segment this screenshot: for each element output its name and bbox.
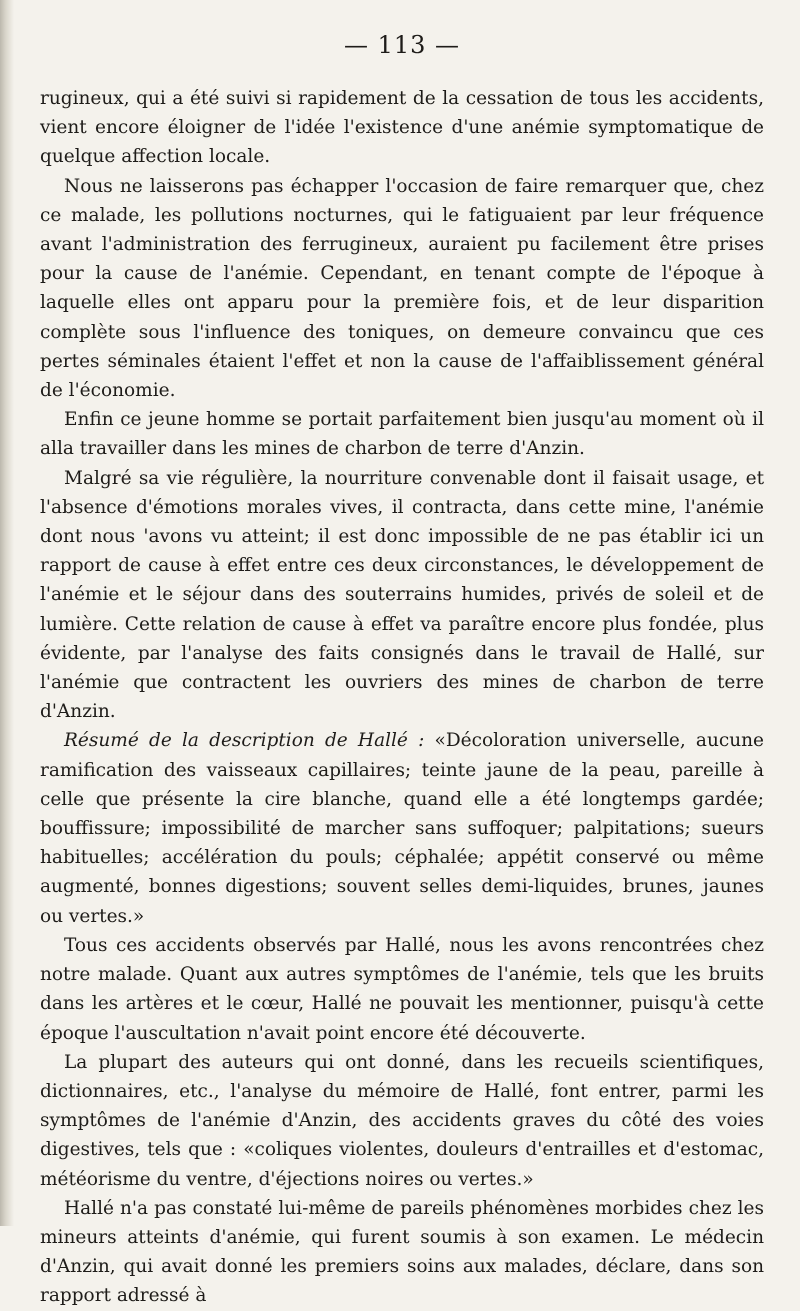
- paragraph-6: Tous ces accidents observés par Hallé, nous les avons rencontrées chez notre malade. Quant aux autres symptômes de l'anémie, tels que les bruits dans les artères et le cœur, Hallé ne pouvait les mentionner, puisqu'à cette époque l'auscultation n'avait point encore été découverte.: [40, 934, 764, 1044]
- paragraph-3: Enfin ce jeune homme se portait parfaitement bien jusqu'au moment où il alla travailler dans les mines de charbon de terre d'Anzin.: [40, 409, 764, 460]
- paragraph-2: Nous ne laisserons pas échapper l'occasion de faire remarquer que, chez ce malade, les pollutions nocturnes, qui le fatiguaient par leur fréquence avant l'administration des ferrugineux, auraient pu facilement être prises pour la cause de l'anémie. Cependant, en tenant compte de l'époque à laquelle elles ont apparu pour la première fois, et de leur disparition complète sous l'influence des toniques, on demeure convaincu que ces pertes séminales étaient l'effet et non la cause de l'affaiblissement général de l'économie.: [40, 175, 764, 402]
- paragraph-1: rugineux, qui a été suivi si rapidement de la cessation de tous les accidents, vient encore éloigner de l'idée l'existence d'une anémie symptomatique de quelque affection locale.: [40, 88, 764, 168]
- paragraph-5: [40, 726, 764, 930]
- page-number: — 113 —: [343, 31, 461, 59]
- paragraph-7: La plupart des auteurs qui ont donné, dans les recueils scientifiques, dictionnaires, etc., l'analyse du mémoire de Hallé, font entrer, parmi les symptômes de l'anémie d'Anzin, des accidents graves du côté des voies digestives, tels que : «coliques violentes, douleurs d'entrailles et d'estomac, météorisme du ventre, d'éjections noires ou vertes.»: [40, 1051, 764, 1190]
- book-page: [40, 30, 764, 1311]
- paragraph-8: Hallé n'a pas constaté lui-même de pareils phénomènes morbides chez les mineurs atteints d'anémie, qui furent soumis à son examen. Le médecin d'Anzin, qui avait donné les premiers soins aux malades, déclare, dans son rapport adressé à: [40, 1197, 764, 1307]
- halle-summary-heading: Résumé de la description de Hallé :: [64, 730, 425, 752]
- halle-summary-text: «Décoloration universelle, aucune ramification des vaisseaux capillaires; teinte jaune de la peau, pareille à celle que présente la cire blanche, quand elle a été longtemps gardée; bouffissure; impossibilité de marcher sans suffoquer; palpitations; sueurs habituelles; accélération du pouls; céphalée; appétit conservé ou même augmenté, bonnes digestions; souvent selles demi-liquides, brunes, jaunes ou vertes.»: [40, 730, 765, 927]
- paragraph-4: Malgré sa vie régulière, la nourriture convenable dont il faisait usage, et l'absence d'émotions morales vives, il contracta, dans cette mine, l'anémie dont nous 'avons vu atteint; il est donc impossible de ne pas établir ici un rapport de cause à effet entre ces deux circonstances, le développement de l'anémie et le séjour dans des souterrains humides, privés de soleil et de lumière. Cette relation de cause à effet va paraître encore plus fondée, plus évidente, par l'analyse des faits consignés dans le travail de Hallé, sur l'anémie que contractent les ouvriers des mines de charbon de terre d'Anzin.: [40, 467, 764, 723]
- page-edge-shadow: [0, 0, 14, 1226]
